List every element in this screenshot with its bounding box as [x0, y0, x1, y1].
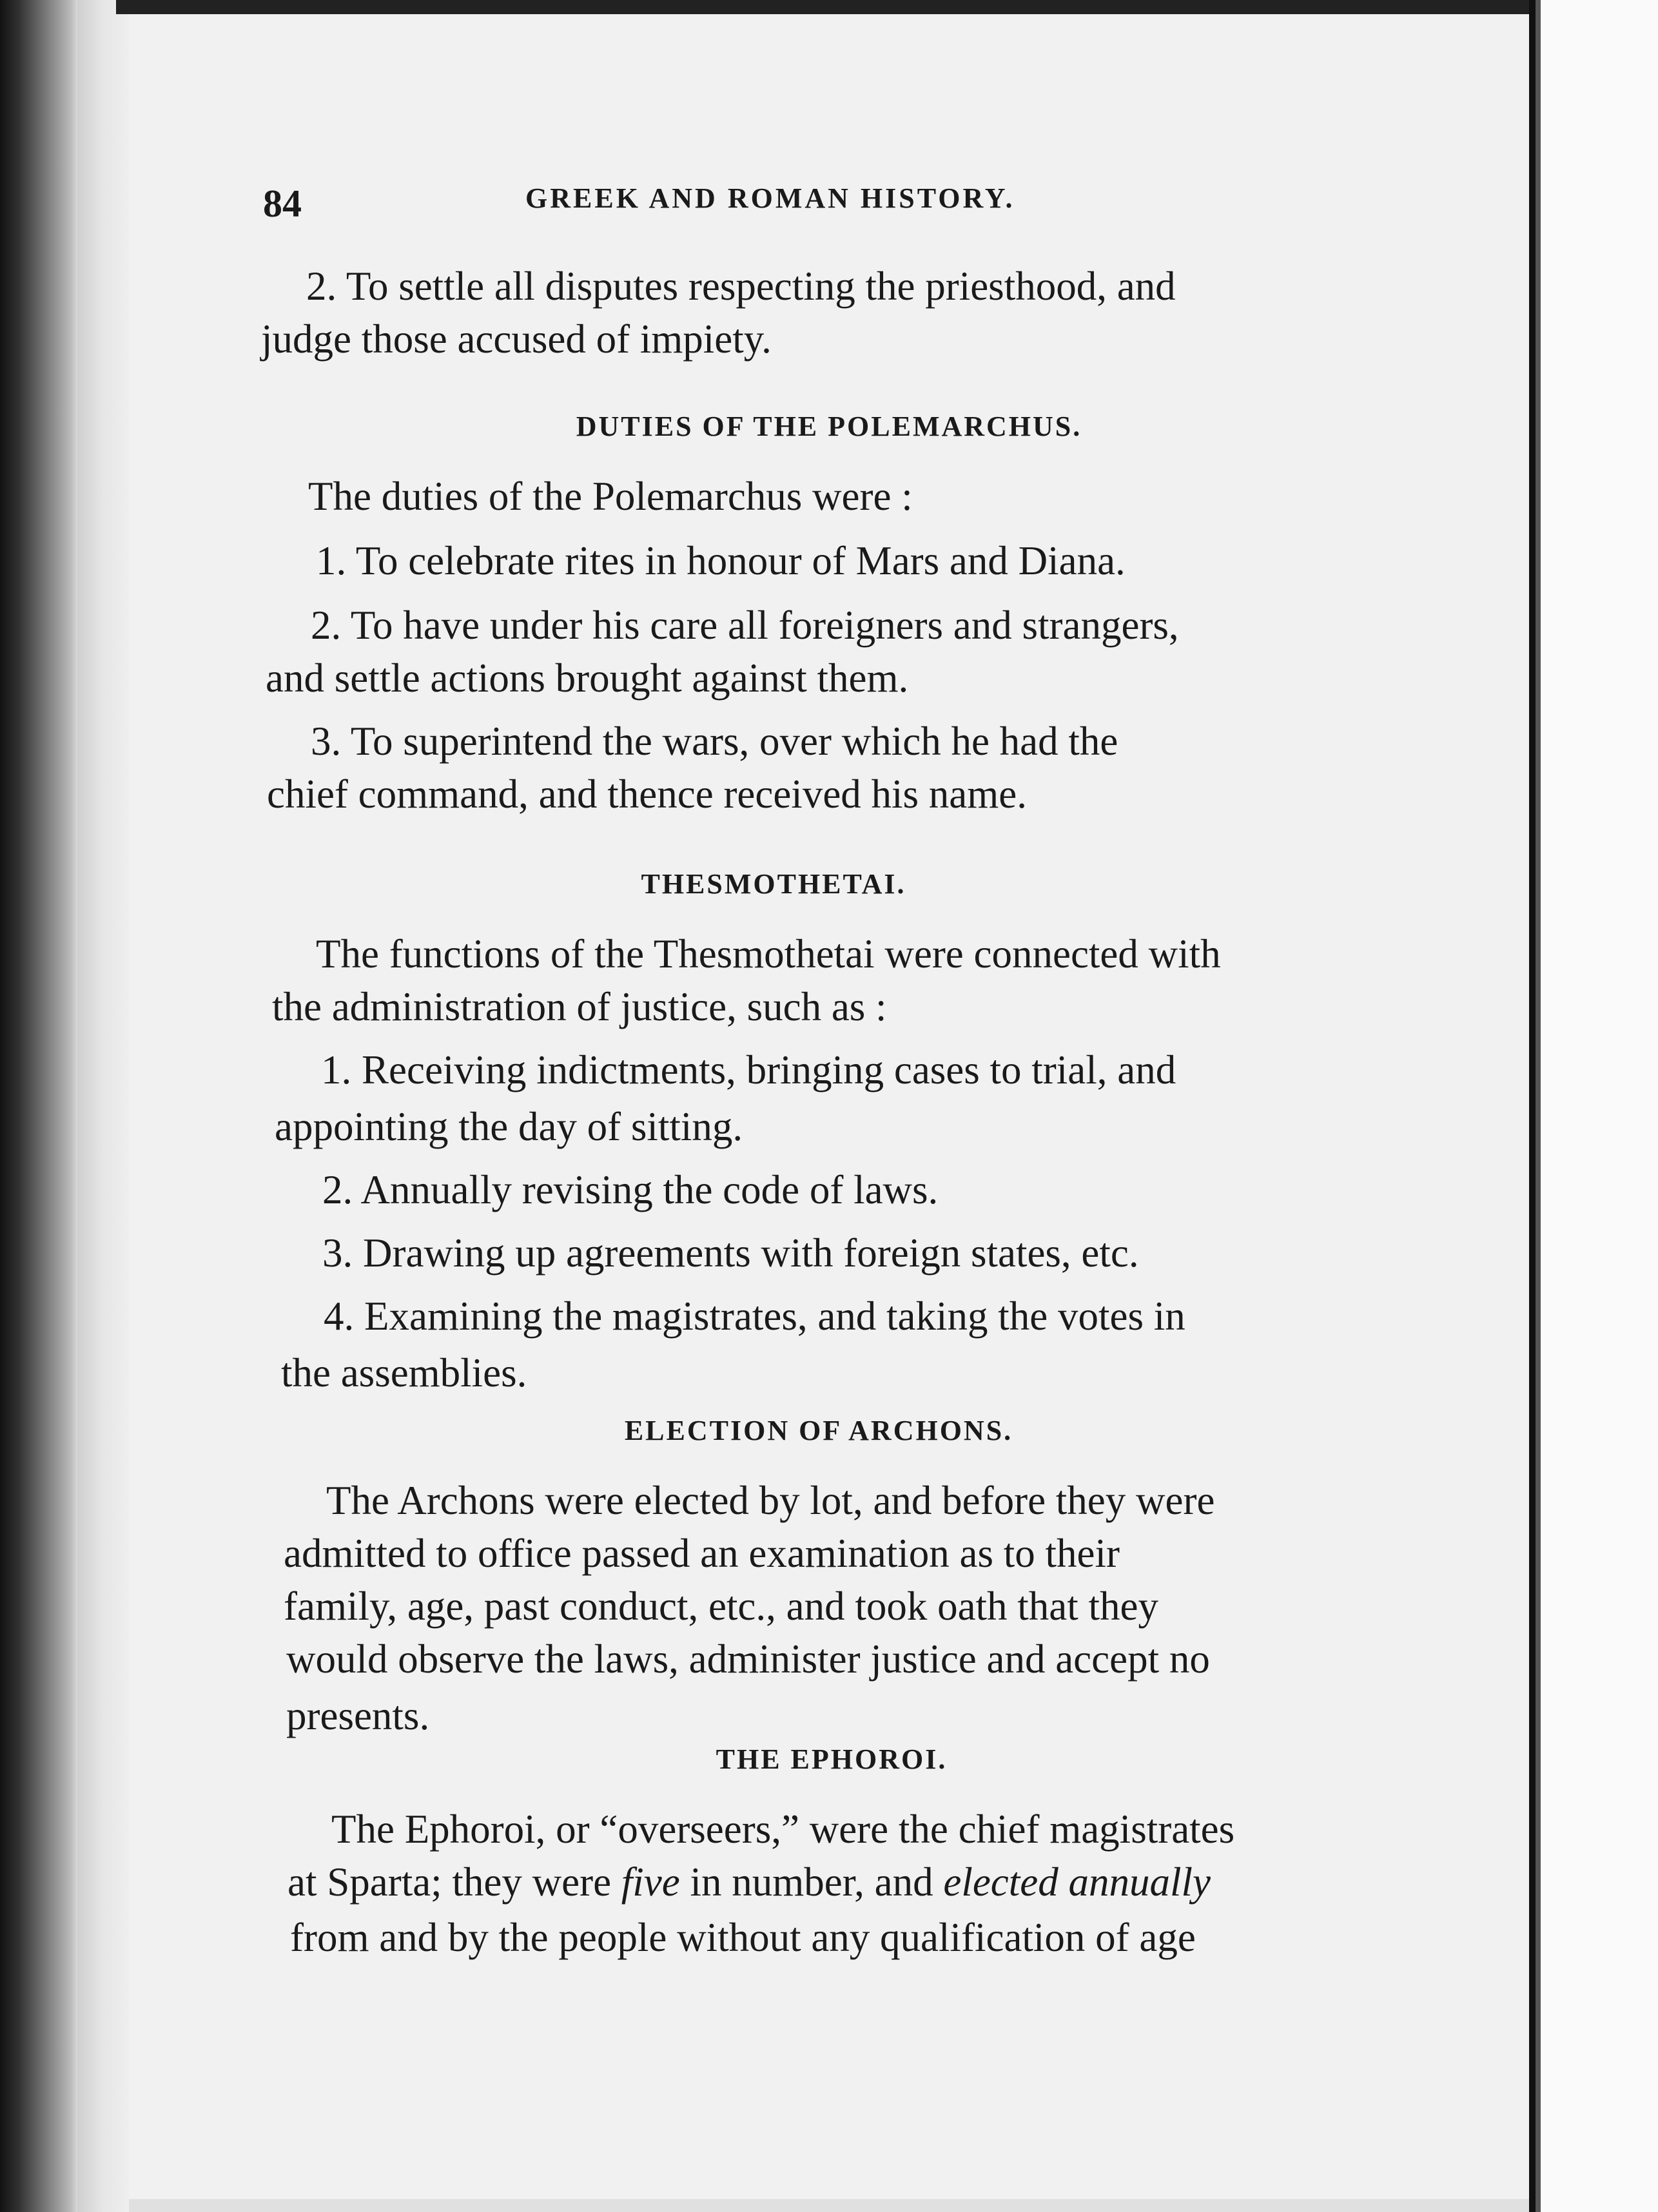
- running-title: GREEK AND ROMAN HISTORY.: [525, 182, 1015, 214]
- text-line: and settle actions brought against them.: [266, 655, 909, 701]
- text-line: the assemblies.: [281, 1350, 527, 1395]
- book-edge-left: [0, 0, 77, 2212]
- italic-emphasis: elected annually: [943, 1859, 1211, 1905]
- section-heading: THE EPHOROI.: [716, 1743, 948, 1775]
- text-line: 1. To celebrate rites in honour of Mars and Diana.: [316, 538, 1126, 583]
- section-heading: ELECTION OF ARCHONS.: [624, 1415, 1013, 1446]
- text-line: appointing the day of sitting.: [275, 1104, 743, 1149]
- text-line: the administration of justice, such as :: [272, 984, 887, 1029]
- text-line: would observe the laws, administer justice and accept no: [286, 1636, 1210, 1682]
- text-line: 1. Receiving indictments, bringing cases to trial, and: [321, 1047, 1176, 1092]
- text-line: The Archons were elected by lot, and before they were: [326, 1478, 1215, 1523]
- text-line: The functions of the Thesmothetai were connected with: [316, 931, 1221, 976]
- book-spine-shadow: [77, 0, 135, 2212]
- top-scan-border: [116, 0, 1554, 14]
- text-line: The Ephoroi, or “overseers,” were the chief magistrates: [331, 1807, 1235, 1852]
- page-number: 84: [263, 182, 302, 225]
- facing-page: [1536, 0, 1658, 2212]
- text-line: chief command, and thence received his name.: [267, 771, 1027, 817]
- text-line: 4. Examining the magistrates, and taking the votes in: [324, 1294, 1185, 1339]
- text-line: 2. To have under his care all foreigners and strangers,: [311, 603, 1179, 648]
- section-heading: THESMOTHETAI.: [641, 868, 906, 900]
- text-line: 3. Drawing up agreements with foreign states, etc.: [322, 1230, 1139, 1276]
- text-line: 2. To settle all disputes respecting the priesthood, and: [306, 264, 1176, 309]
- facing-page-edge: [1536, 0, 1541, 2212]
- right-gutter-rule: [1529, 0, 1536, 2212]
- text-line: from and by the people without any qualification of age: [290, 1915, 1196, 1960]
- text-line: 2. Annually revising the code of laws.: [322, 1167, 939, 1212]
- text-line: 3. To superintend the wars, over which he had the: [311, 719, 1118, 764]
- text-line: judge those accused of impiety.: [261, 316, 772, 362]
- bottom-page-edge: [129, 2199, 1534, 2212]
- text-line: The duties of the Polemarchus were :: [308, 474, 913, 519]
- text-line: family, age, past conduct, etc., and took oath that they: [284, 1584, 1158, 1629]
- text-line-mixed: [288, 1856, 1211, 1908]
- italic-emphasis: five: [621, 1859, 680, 1905]
- text-line: presents.: [286, 1693, 430, 1738]
- text-line: admitted to office passed an examination as to their: [284, 1531, 1120, 1576]
- section-heading: DUTIES OF THE POLEMARCHUS.: [576, 411, 1082, 442]
- text-run: in number, and: [679, 1859, 944, 1905]
- text-run: at Sparta; they were: [288, 1859, 621, 1905]
